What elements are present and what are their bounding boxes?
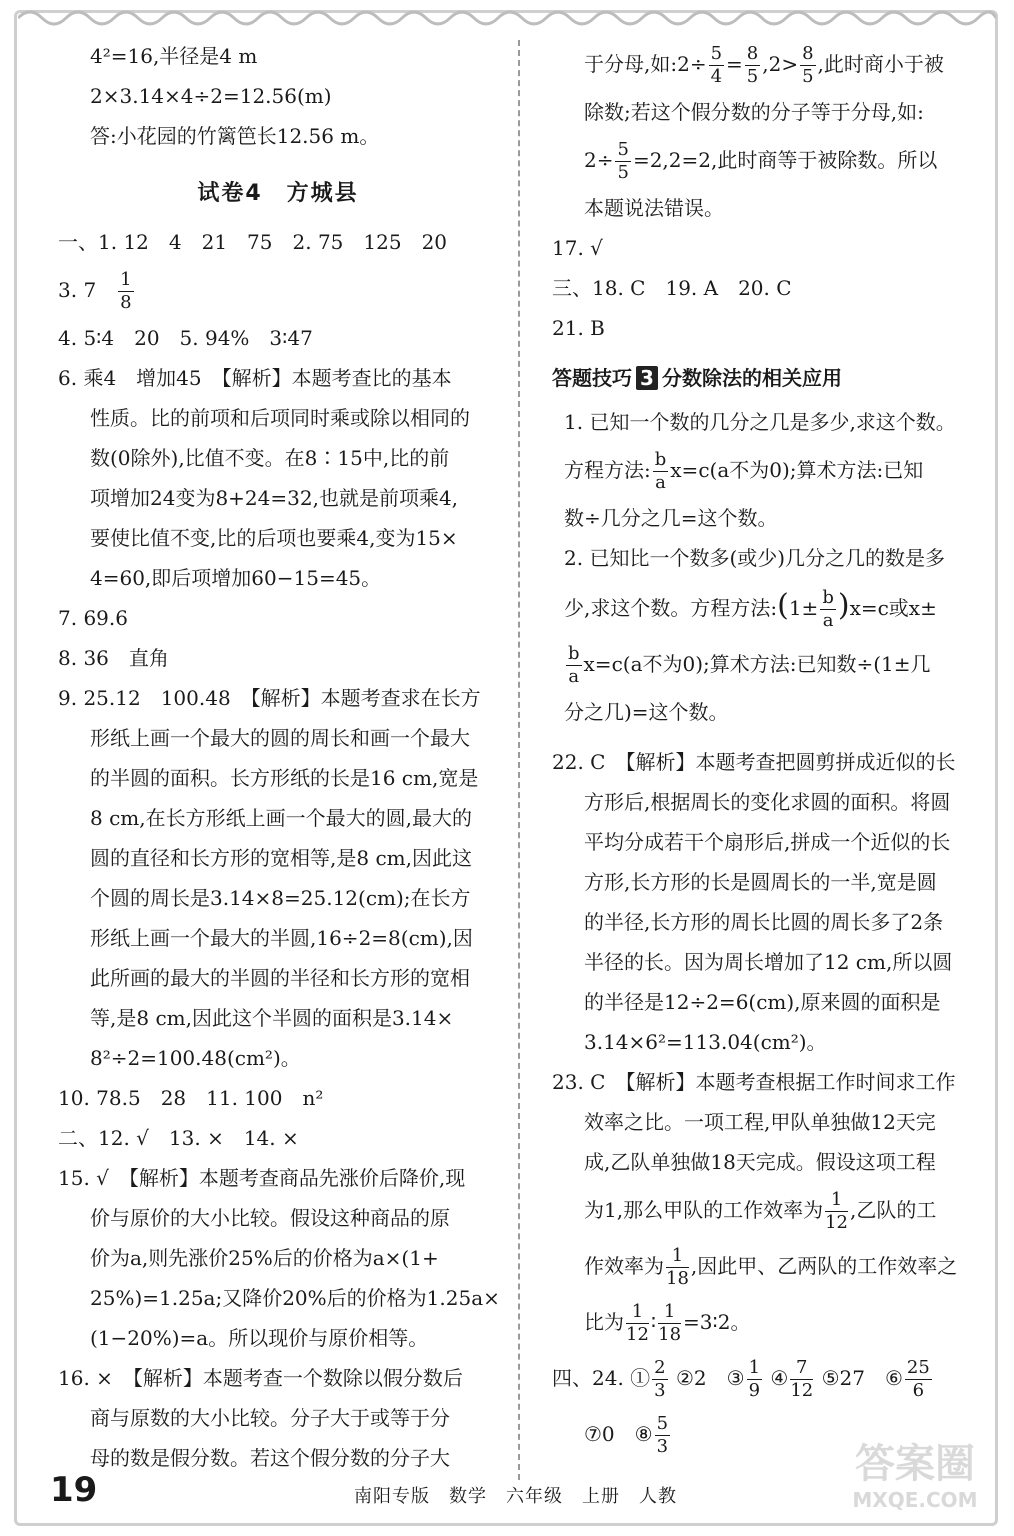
- answer-line: 要使比值不变,比的后项也要乘4,变为15×: [90, 526, 458, 550]
- tip-heading: 答题技巧 3 分数除法的相关应用: [552, 366, 842, 390]
- fraction: $\frac{1}{18}$: [666, 1245, 689, 1289]
- fraction: $\frac{1}{9}$: [748, 1357, 761, 1401]
- answer-line: 效率之比。一项工程,甲队单独做12天完: [584, 1110, 936, 1134]
- answer-line: 23. C 【解析】本题考查根据工作时间求工作: [552, 1070, 956, 1094]
- answer-line: 4²=16,半径是4 m: [90, 44, 258, 68]
- column-divider: [518, 40, 520, 1480]
- fraction: $\frac{1}{12}$: [825, 1189, 848, 1233]
- left-column: [58, 36, 498, 1478]
- answer-line: 25%)=1.25a;又降价20%后的价格为1.25a×: [90, 1286, 500, 1310]
- answer-line: 除数;若这个假分数的分子等于分母,如:: [584, 100, 924, 124]
- footer-meta: 南阳专版 数学 六年级 上册 人教: [354, 1486, 677, 1507]
- answer-line: (1−20%)=a。所以现价与原价相等。: [90, 1326, 429, 1350]
- answer-line: 2÷ $\frac{5}{5}$ =2,2=2,此时商等于被除数。所以: [584, 139, 938, 183]
- tip-line: $\frac{b}{a}$ x=c(a不为0);算术方法:已知数÷(1±几: [568, 643, 931, 687]
- answer-line: 的半径是12÷2=6(cm),原来圆的面积是: [584, 990, 941, 1014]
- fraction: $\frac{7}{12}$: [790, 1357, 814, 1401]
- tip-line: 方程方法: $\frac{b}{a}$ x=c(a不为0);算术方法:已知: [564, 449, 924, 493]
- fraction: $\frac{5}{3}$: [656, 1413, 669, 1457]
- answer-line: 的半径,长方形的周长比圆的周长多了2条: [584, 910, 944, 934]
- exam-title: 试卷4 方城县: [197, 181, 359, 206]
- answer-line: 10. 78.5 28 11. 100 n²: [58, 1086, 324, 1110]
- answer-line: 3.14×6²=113.04(cm²)。: [584, 1030, 827, 1054]
- answer-line: 价与原价的大小比较。假设这种商品的原: [90, 1206, 450, 1230]
- answer-line: 15. √ 【解析】本题考查商品先涨价后降价,现: [58, 1166, 466, 1190]
- watermark-logo: 答案圈 MXQE.COM: [852, 1441, 978, 1512]
- fraction: $\frac{1}{18}$: [658, 1301, 682, 1345]
- answer-line: 本题说法错误。: [584, 196, 724, 220]
- answer-line: 二、12. √ 13. × 14. ×: [58, 1126, 299, 1150]
- answer-line: 22. C 【解析】本题考查把圆剪拼成近似的长: [552, 750, 956, 774]
- answer-line: 形纸上画一个最大的半圆,16÷2=8(cm),因: [90, 926, 473, 950]
- answer-line: ⑦0 ⑧ $\frac{5}{3}$: [584, 1413, 669, 1457]
- page-footer: [50, 1470, 950, 1514]
- fraction: $\frac{5}{4}$: [710, 43, 723, 87]
- fraction: $\frac{b}{a}$: [654, 449, 667, 493]
- answer-line: 四、24. ① $\frac{2}{3}$ ②2 ③ $\frac{1}{9}$ ④ $\frac{7}{12}$ ⑤27 ⑥ $\frac{25}{6}$: [552, 1357, 930, 1401]
- right-column: [552, 36, 994, 1462]
- answer-line: 个圆的周长是3.14×8=25.12(cm);在长方: [90, 886, 471, 910]
- answer-line: 母的数是假分数。若这个假分数的分子大: [90, 1446, 450, 1470]
- answer-line: 作效率为 $\frac{1}{18}$ ,因此甲、乙两队的工作效率之: [584, 1245, 958, 1289]
- answer-line: 4. 5∶4 20 5. 94% 3∶47: [58, 326, 313, 350]
- answer-line: 2×3.14×4÷2=12.56(m): [90, 84, 332, 108]
- answer-line: 9. 25.12 100.48 【解析】本题考查求在长方: [58, 686, 481, 710]
- tip-line: 数÷几分之几=这个数。: [564, 506, 778, 530]
- answer-line: 价为a,则先涨价25%后的价格为a×(1+: [90, 1246, 439, 1270]
- answer-line: 6. 乘4 增加45 【解析】本题考查比的基本: [58, 366, 452, 390]
- tip-number-badge: 3: [636, 366, 658, 390]
- answer-line: 圆的直径和长方形的宽相等,是8 cm,因此这: [90, 846, 472, 870]
- answer-line: 8. 36 直角: [58, 646, 169, 670]
- fraction: $\frac{1}{12}$: [626, 1301, 649, 1345]
- answer-line: 此所画的最大的半圆的半径和长方形的宽相: [90, 966, 470, 990]
- answer-line: 性质。比的前项和后项同时乘或除以相同的: [90, 406, 470, 430]
- top-wave-border: [18, 4, 996, 26]
- answer-line: 17. √: [552, 236, 603, 260]
- fraction: $\frac{5}{5}$: [617, 139, 629, 183]
- fraction: $\frac{25}{6}$: [906, 1357, 930, 1401]
- answer-line: 形纸上画一个最大的圆的周长和画一个最大: [90, 726, 470, 750]
- tip-line: 分之几)=这个数。: [564, 700, 729, 724]
- answer-line: 半径的长。因为周长增加了12 cm,所以圆: [584, 950, 953, 974]
- answer-line: 为1,那么甲队的工作效率为 $\frac{1}{12}$ ,乙队的工: [584, 1189, 937, 1233]
- answer-line: 方形后,根据周长的变化求圆的面积。将圆: [584, 790, 951, 814]
- answer-line: 3. 7 $\frac{1}{8}$: [58, 269, 132, 313]
- answer-line: 三、18. C 19. A 20. C: [552, 276, 792, 300]
- answer-line: 等,是8 cm,因此这个半圆的面积是3.14×: [90, 1006, 454, 1030]
- answer-line: 8 cm,在长方形纸上画一个最大的圆,最大的: [90, 806, 472, 830]
- tip-line: 2. 已知比一个数多(或少)几分之几的数是多: [564, 546, 946, 570]
- answer-line: 答:小花园的竹篱笆长12.56 m。: [90, 124, 380, 148]
- fraction: $\frac{b}{a}$: [822, 587, 834, 631]
- answer-line: 8²÷2=100.48(cm²)。: [90, 1046, 301, 1070]
- page-number: 19: [50, 1470, 98, 1510]
- answer-line: 16. × 【解析】本题考查一个数除以假分数后: [58, 1366, 463, 1390]
- answer-line: 项增加24变为8+24=32,也就是前项乘4,: [90, 486, 459, 510]
- fraction: $\frac{8}{5}$: [802, 43, 814, 87]
- answer-line: 4=60,即后项增加60−15=45。: [90, 566, 382, 590]
- tip-line: 少,求这个数。方程方法:(1± $\frac{b}{a}$ )x=c或x±: [564, 587, 937, 631]
- fraction: $\frac{2}{3}$: [654, 1357, 666, 1401]
- fraction: $\frac{8}{5}$: [746, 43, 759, 87]
- fraction: $\frac{1}{8}$: [120, 269, 132, 313]
- answer-line: 数(0除外),比值不变。在8∶15中,比的前: [90, 446, 450, 470]
- answer-line: 商与原数的大小比较。分子大于或等于分: [90, 1406, 450, 1430]
- answer-line: 方形,长方形的长是圆周长的一半,宽是圆: [584, 870, 937, 894]
- answer-line: 7. 69.6: [58, 606, 128, 630]
- answer-line: 于分母,如:2÷ $\frac{5}{4}$ = $\frac{8}{5}$ ,2> $\frac{8}{5}$ ,此时商小于被: [584, 43, 944, 87]
- fraction: $\frac{b}{a}$: [568, 643, 580, 687]
- answer-line: 一、1. 12 4 21 75 2. 75 125 20: [58, 230, 448, 254]
- tip-line: 1. 已知一个数的几分之几是多少,求这个数。: [564, 410, 956, 434]
- answer-line: 平均分成若干个扇形后,拼成一个近似的长: [584, 830, 951, 854]
- answer-line: 比为 $\frac{1}{12}$ ∶ $\frac{1}{18}$ =3∶2。: [584, 1301, 751, 1345]
- answer-line: 成,乙队单独做18天完成。假设这项工程: [584, 1150, 936, 1174]
- answer-line: 的半圆的面积。长方形纸的长是16 cm,宽是: [90, 766, 479, 790]
- answer-line: 21. B: [552, 316, 605, 340]
